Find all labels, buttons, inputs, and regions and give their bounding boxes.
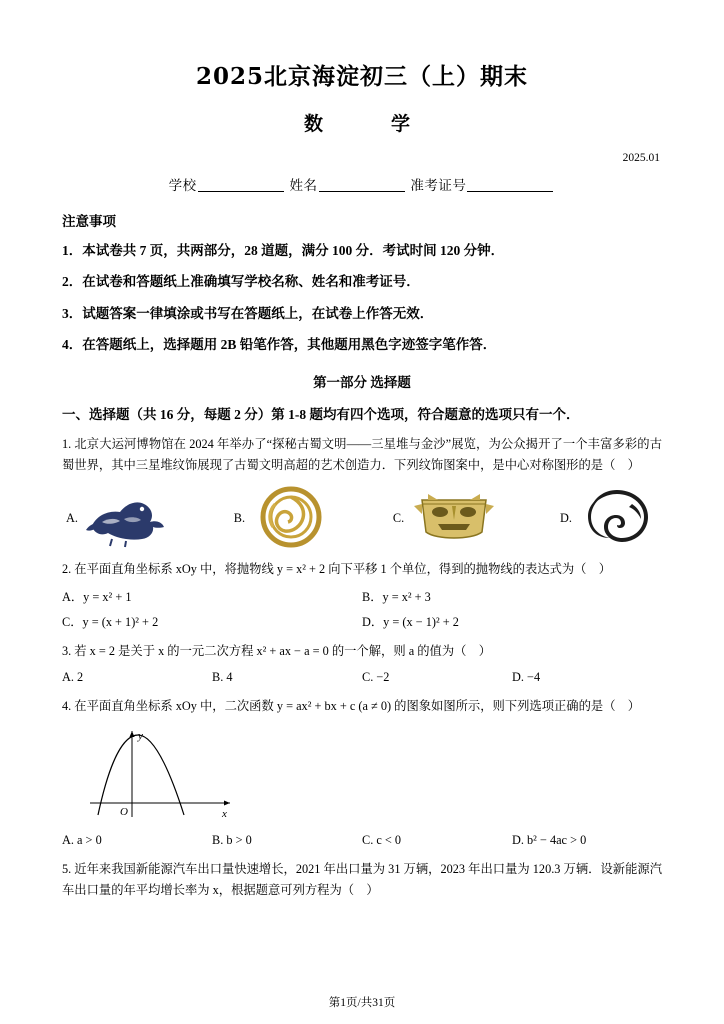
question-1-option-d[interactable] [560,486,658,548]
part-one-title: 第一部分 选择题 [313,375,411,390]
question-4-graph [80,725,662,826]
question-1-option-b[interactable] [234,486,333,548]
question-1-text: 1. 北京大运河博物馆在 2024 年举办了“探秘古蜀文明——三星堆与金沙”展览，为公众揭开了一个丰富多彩的古蜀世界，其中三星堆纹饰展现了古蜀文明高超的艺术创造力．下列纹饰图案中，是中心对称图形的是（ ） [62,437,662,473]
notice-item-1: 1．本试卷共 7 页，共两部分，28 道题，满分 100 分．考试时间 120 分钟． [62,243,505,258]
question-4-option-d[interactable]: D. b² − 4ac > 0 [512,832,587,847]
question-4-options [62,833,662,848]
question-3-option-b[interactable]: B. 4 [212,669,233,684]
notice-item-3: 3．试题答案一律填涂或书写在答题纸上，在试卷上作答无效． [62,305,434,321]
svg-text:O: O [120,805,128,818]
page-title: 2025北京海淀初三（上）期末 [195,63,528,90]
name-label: 姓名 [289,178,318,193]
school-input[interactable] [198,177,284,192]
school-label: 学校 [168,178,197,193]
name-input[interactable] [319,177,405,192]
bird-ornament-icon [82,486,174,548]
exam-date: 2025.01 [622,152,660,164]
question-4-option-b[interactable]: B. b > 0 [212,832,252,847]
question-4-option-a[interactable]: A. a > 0 [62,832,102,847]
id-input[interactable] [467,177,553,192]
question-2-options-row-2 [62,612,662,630]
question-2-options-row-1 [62,587,662,605]
question-2-option-b[interactable]: B．y = x² + 3 [362,590,431,605]
option-a-label: A. [66,511,78,526]
question-3-text: 3. 若 x = 2 是关于 x 的一元二次方程 x² + ax − a = 0 的一个解，则 a 的值为（ ） [62,644,492,659]
notice-title: 注意事项 [62,214,116,229]
subject-title: 数 学 [303,113,420,135]
identity-fields [62,174,662,194]
parabola-graph-icon [80,725,240,821]
swirl-ornament-icon [576,486,658,548]
notice-item-4: 4．在答题纸上，选择题用 2B 铅笔作答，其他题用黑色字迹签字笔作答． [62,336,497,352]
id-label: 准考证号 [410,178,467,193]
question-1-figures [62,486,662,548]
question-1-option-a[interactable] [66,486,174,548]
section-lead: 一、选择题（共 16 分，每题 2 分）第 1-8 题均有四个选项，符合题意的选项只有一个． [62,407,580,422]
page-footer: 第1页/共31页 [328,997,396,1009]
option-c-label: C. [392,511,405,526]
ring-ornament-icon [249,486,333,548]
svg-text:x: x [222,807,227,820]
question-2-text: 2. 在平面直角坐标系 xOy 中，将抛物线 y = x² + 2 向下平移 1 个单位，得到的抛物线的表达式为（ ） [62,562,612,577]
question-5-text: 5. 近年来我国新能源汽车出口量快速增长，2021 年出口量为 31 万辆，2023 年出口量为 120.3 万辆．设新能源汽车出口量的年平均增长率为 x，根据题意可列方程为（ ） [62,861,662,897]
option-b-label: B. [233,511,246,526]
question-2-option-c[interactable]: C．y = (x + 1)² + 2 [62,615,159,630]
question-1-option-c[interactable] [393,486,500,548]
question-2-option-a[interactable]: A．y = x² + 1 [62,590,132,605]
option-d-label: D. [560,511,572,526]
notice-item-2: 2．在试卷和答题纸上准确填写学校名称、姓名和准考证号． [62,274,420,290]
question-3-options [62,670,662,685]
question-3-option-a[interactable]: A. 2 [62,669,84,684]
question-3-option-d[interactable]: D. −4 [512,669,541,684]
question-4-option-c[interactable]: C. c < 0 [362,832,402,847]
question-4-text: 4. 在平面直角坐标系 xOy 中，二次函数 y = ax² + bx + c (a ≠ 0) 的图象如图所示，则下列选项正确的是（ ） [62,698,641,713]
svg-text:y: y [138,729,143,742]
mask-ornament-icon [408,486,500,548]
question-2-option-d[interactable]: D．y = (x − 1)² + 2 [362,615,459,630]
question-3-option-c[interactable]: C. −2 [362,669,390,684]
